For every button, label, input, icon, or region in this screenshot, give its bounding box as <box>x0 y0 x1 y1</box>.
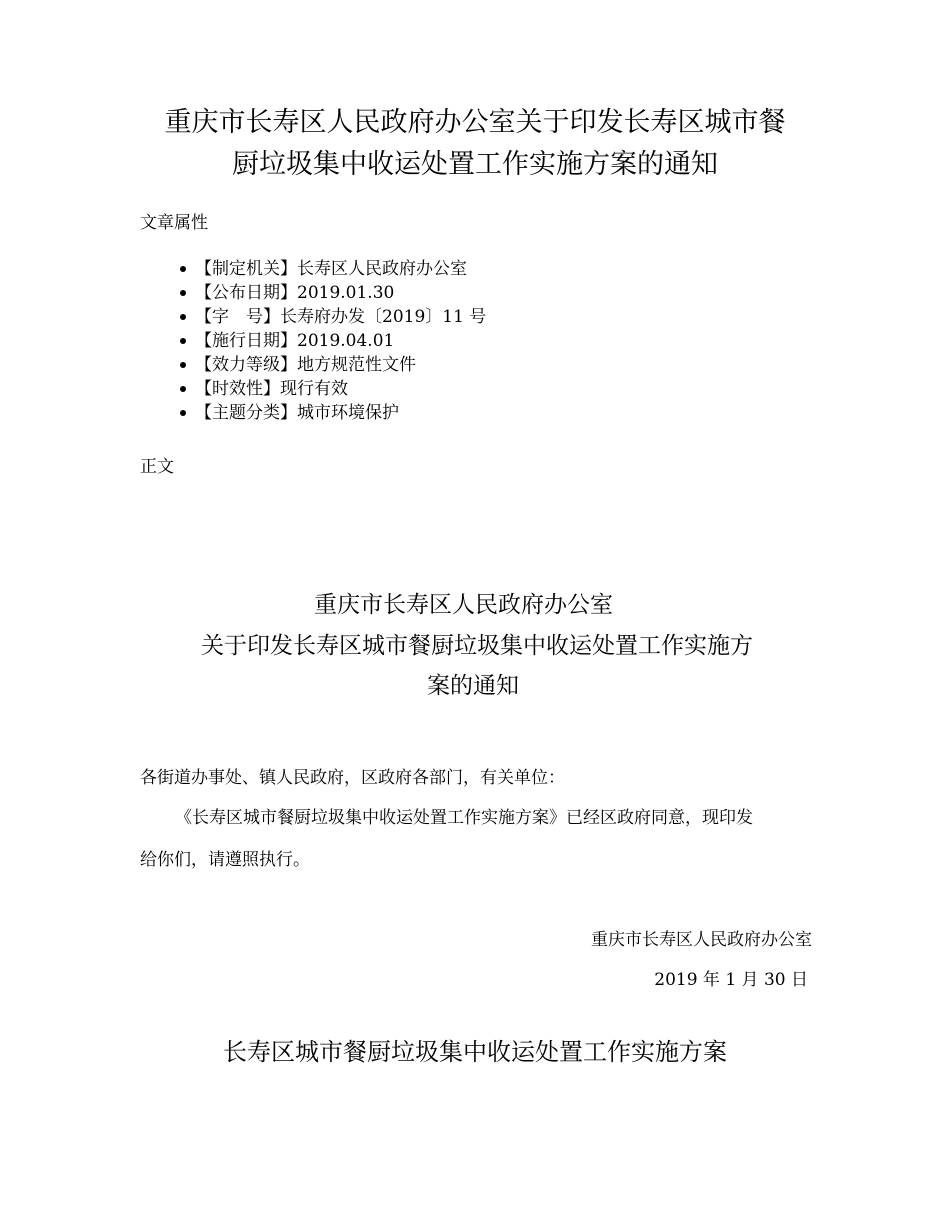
attribute-topic: 【主题分类】城市环境保护 <box>180 401 486 425</box>
signature-date: 2019 年 1 月 30 日 <box>654 970 808 990</box>
attribute-publish-date: 【公布日期】2019.01.30 <box>180 281 486 305</box>
attribute-legal-level: 【效力等级】地方规范性文件 <box>180 353 486 377</box>
document-title-line-1: 重庆市长寿区人民政府办公室关于印发长寿区城市餐 <box>164 107 786 138</box>
attribute-issuing-authority: 【制定机关】长寿区人民政府办公室 <box>180 257 486 281</box>
plan-title: 长寿区城市餐厨垃圾集中收运处置工作实施方案 <box>223 1038 727 1066</box>
document-title-line-2: 厨垃圾集中收运处置工作实施方案的通知 <box>232 149 718 180</box>
body-paragraph-line-1: 《长寿区城市餐厨垃圾集中收运处置工作实施方案》已经区政府同意，现印发 <box>175 808 753 828</box>
salutation: 各街道办事处、镇人民政府，区政府各部门，有关单位： <box>140 768 565 788</box>
attribute-validity: 【时效性】现行有效 <box>180 377 486 401</box>
signature-issuer: 重庆市长寿区人民政府办公室 <box>591 930 812 950</box>
attribute-effective-date: 【施行日期】2019.04.01 <box>180 329 486 353</box>
notice-title-line-3: 案的通知 <box>427 673 519 699</box>
body-heading: 正文 <box>140 457 174 477</box>
body-paragraph-line-2: 给你们，请遵照执行。 <box>140 850 310 870</box>
notice-title-line-2: 关于印发长寿区城市餐厨垃圾集中收运处置工作实施方 <box>201 633 753 659</box>
document-title <box>0 102 950 186</box>
notice-title-line-1: 重庆市长寿区人民政府办公室 <box>314 592 613 618</box>
attributes-list <box>180 257 486 425</box>
attribute-document-number: 【字 号】长寿府办发〔2019〕11 号 <box>180 305 486 329</box>
attributes-heading: 文章属性 <box>140 213 208 233</box>
